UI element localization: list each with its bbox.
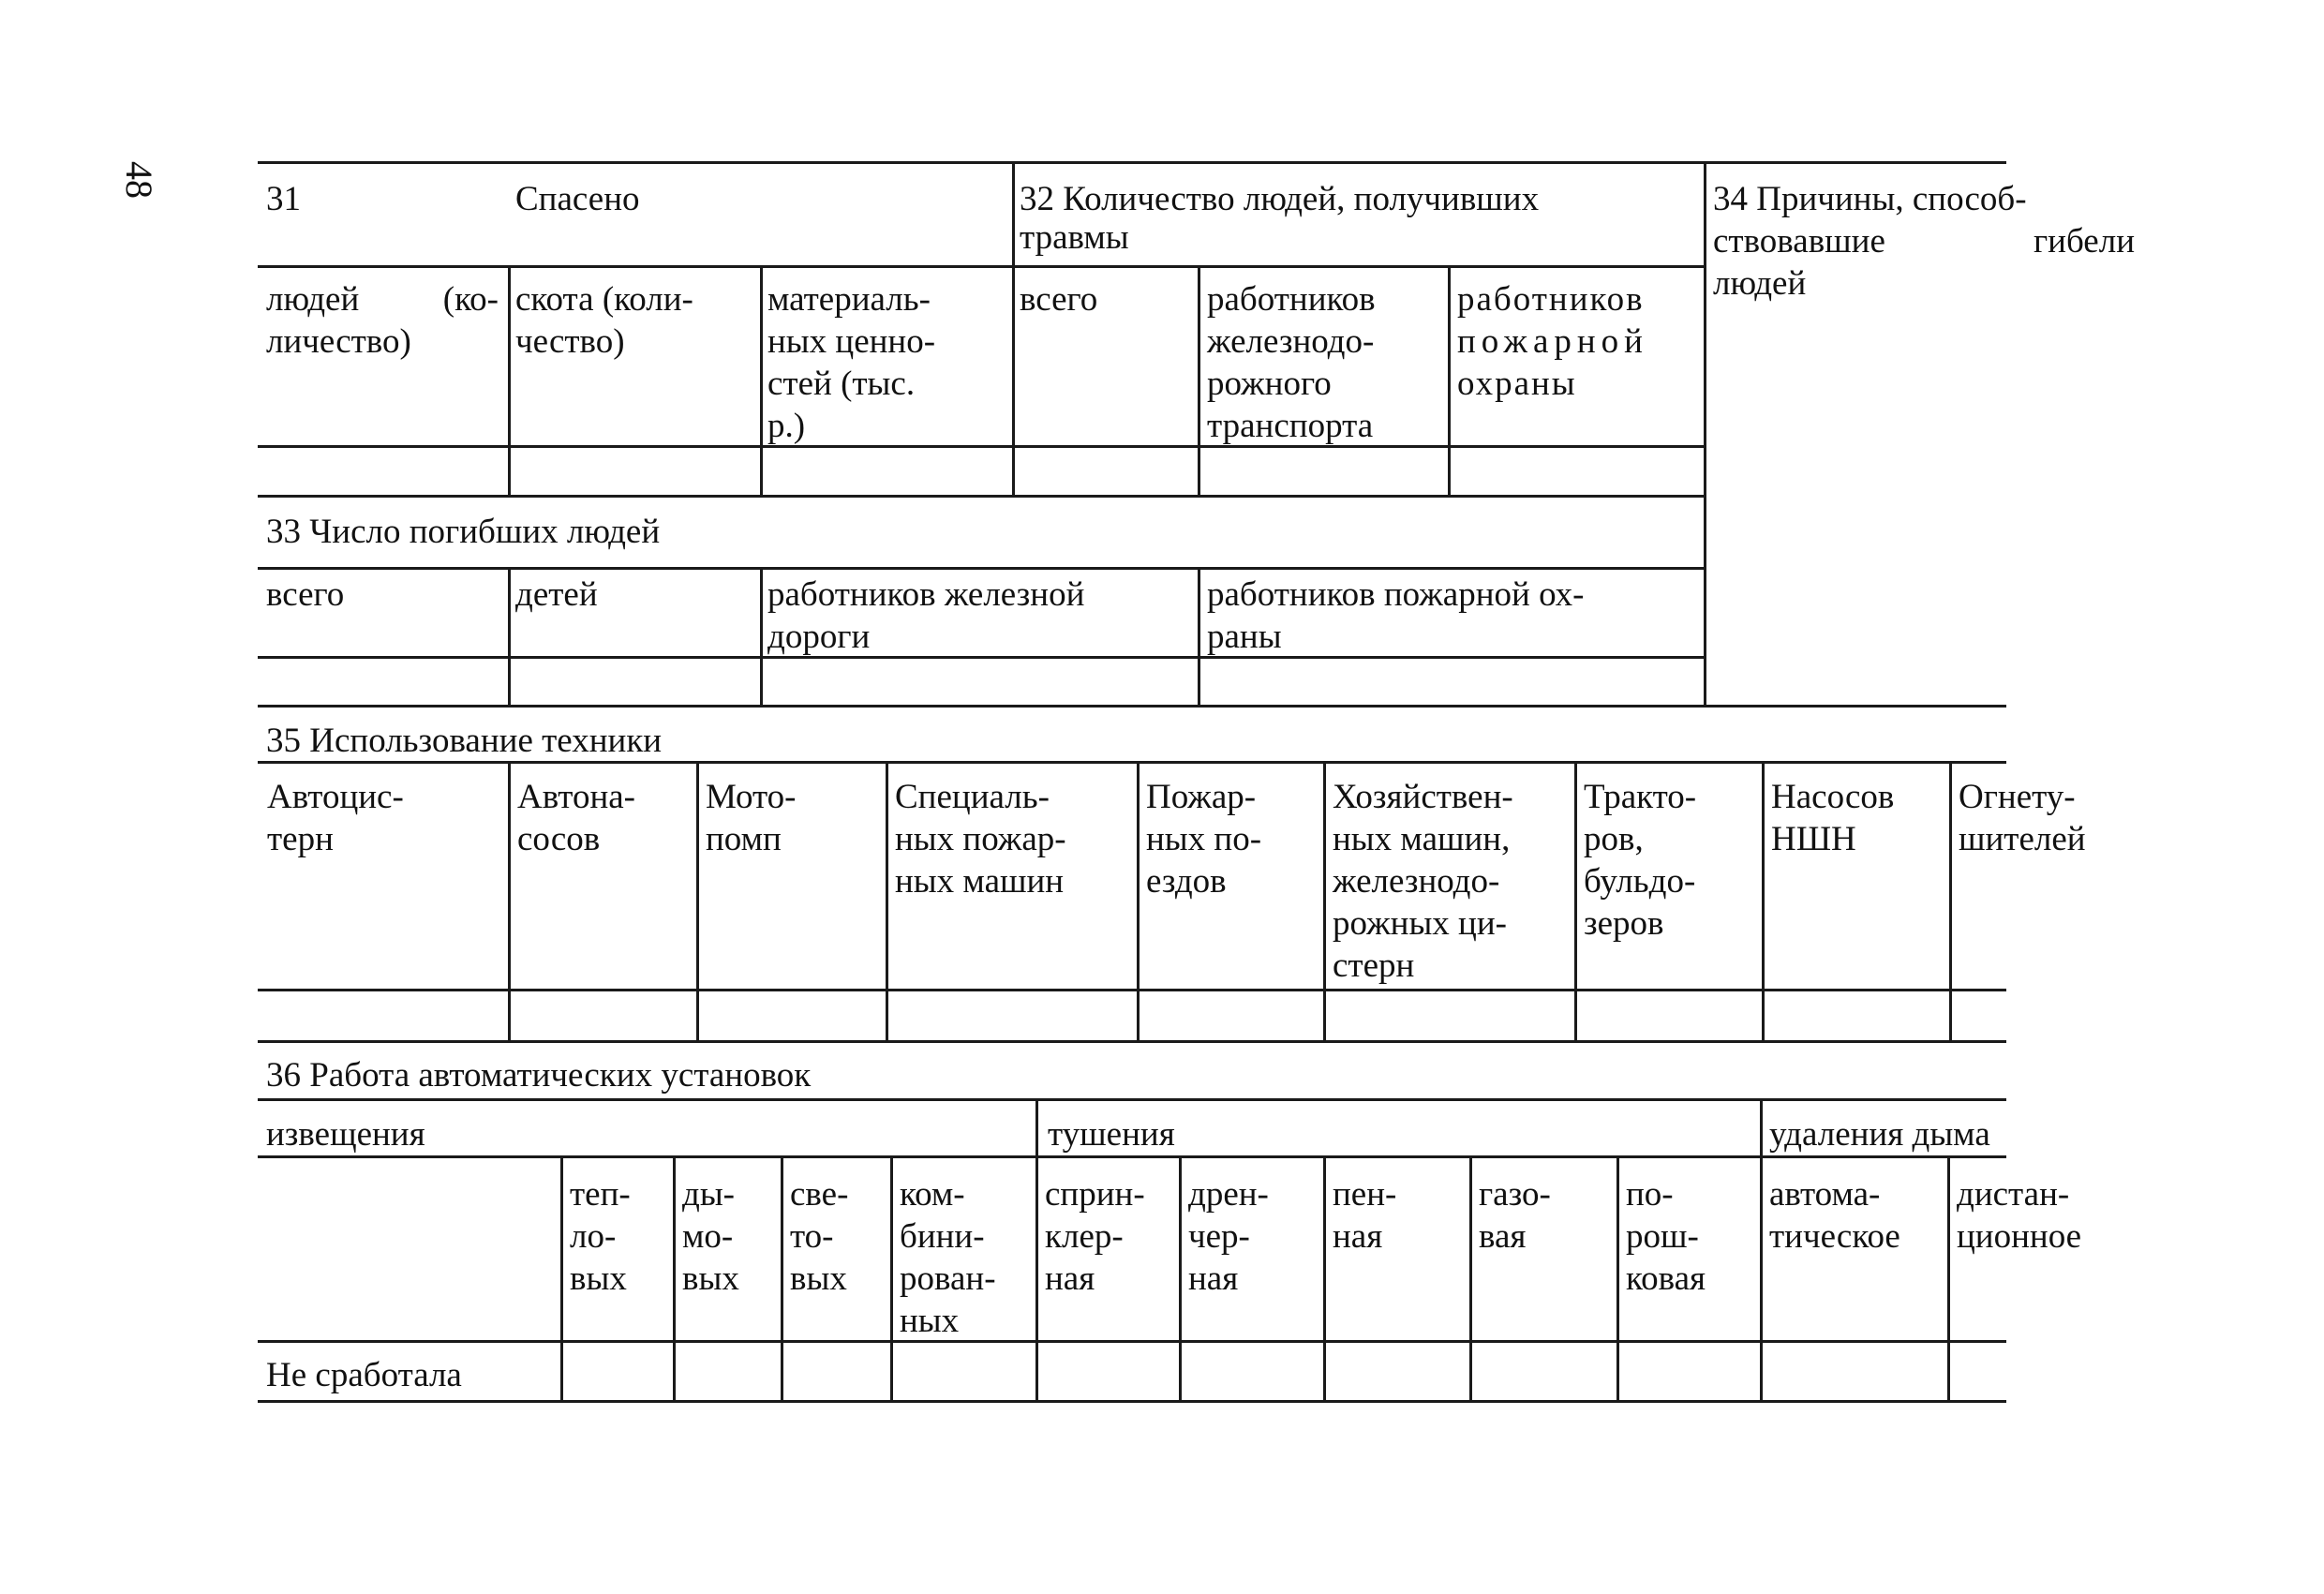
header-dead-children: детей — [515, 575, 598, 614]
section-33-title: 33 Число погибших людей — [266, 513, 661, 551]
equipment-header-5: Пожар- ных по- ездов — [1146, 778, 1262, 901]
equipment-header-6: Хозяйствен- ных машин, железнодо- рожных ци- стерн — [1333, 778, 1513, 985]
rule-line — [781, 1155, 783, 1403]
section-31-title: Спасено — [515, 180, 640, 218]
system-header-8: газо- вая — [1479, 1175, 1551, 1256]
rule-line — [673, 1155, 676, 1403]
section-31-number: 31 — [266, 180, 301, 218]
equipment-header-1: Автоцис- терн — [267, 778, 404, 858]
header-rescued-livestock: скота (коли- чество) — [515, 280, 693, 361]
header-injured-total: всего — [1020, 280, 1098, 319]
system-header-7: пен- ная — [1333, 1175, 1397, 1256]
header-dead-total: всего — [266, 575, 345, 614]
group-extinguishing: тушения — [1048, 1115, 1175, 1154]
equipment-header-8: Насосов НШН — [1771, 778, 1895, 858]
page-number: 48 — [118, 161, 160, 199]
header-injured-railway-workers: работников железнодо- рожного транспорта — [1207, 280, 1376, 445]
system-header-1: теп- ло- вых — [570, 1175, 631, 1298]
rule-line — [1137, 761, 1140, 1040]
system-header-4: ком- бини- рован- ных — [900, 1175, 996, 1340]
header-dead-fire-workers: работников пожарной ох- раны — [1207, 575, 1585, 656]
equipment-header-4: Специаль- ных пожар- ных машин — [895, 778, 1066, 901]
rule-line — [1616, 1155, 1619, 1403]
row-label-failed: Не сработала — [266, 1356, 462, 1394]
equipment-header-7: Тракто- ров, бульдо- зеров — [1584, 778, 1697, 943]
equipment-header-2: Автона- сосов — [517, 778, 635, 858]
rule-line — [1323, 1155, 1326, 1403]
section-32-title: 32 Количество людей, получивших травмы — [1020, 180, 1540, 257]
system-header-11: дистан- ционное — [1957, 1175, 2082, 1256]
section-36-title: 36 Работа автоматических установок — [266, 1056, 812, 1095]
group-smoke-removal: удаления дыма — [1769, 1115, 1990, 1154]
rule-line — [1469, 1155, 1472, 1403]
rule-line — [886, 761, 888, 1040]
system-header-10: автома- тическое — [1769, 1175, 1900, 1256]
equipment-header-3: Мото- помп — [706, 778, 797, 858]
header-rescued-people: людей (ко- личество) — [266, 280, 499, 361]
system-header-5: сприн- клер- ная — [1045, 1175, 1145, 1298]
rule-line — [696, 761, 699, 1040]
rule-line — [890, 1155, 893, 1403]
system-header-2: ды- мо- вых — [682, 1175, 739, 1298]
section-34-causes: 34 Причины, способ- ствовавшие гибели людей — [1713, 180, 2135, 303]
equipment-header-9: Огнету- шителей — [1959, 778, 2086, 858]
system-header-6: дрен- чер- ная — [1188, 1175, 1269, 1298]
system-header-9: по- рош- ковая — [1626, 1175, 1706, 1298]
rule-line — [508, 761, 511, 1040]
header-injured-fire-workers: работников пожарной охраны — [1457, 280, 1648, 403]
group-alarm: извещения — [266, 1115, 425, 1154]
rule-line — [1949, 761, 1952, 1040]
section-35-title: 35 Использование техники — [266, 722, 663, 760]
rule-line — [1574, 761, 1577, 1040]
header-dead-railway-workers: работников железной дороги — [767, 575, 1085, 656]
rule-line — [1947, 1155, 1950, 1403]
rule-line — [560, 1155, 563, 1403]
rule-line — [1762, 761, 1765, 1040]
rule-line — [1179, 1155, 1182, 1403]
rule-line — [1323, 761, 1326, 1040]
header-rescued-property: материаль- ных ценно- стей (тыс. р.) — [767, 280, 936, 445]
system-header-3: све- то- вых — [790, 1175, 849, 1298]
